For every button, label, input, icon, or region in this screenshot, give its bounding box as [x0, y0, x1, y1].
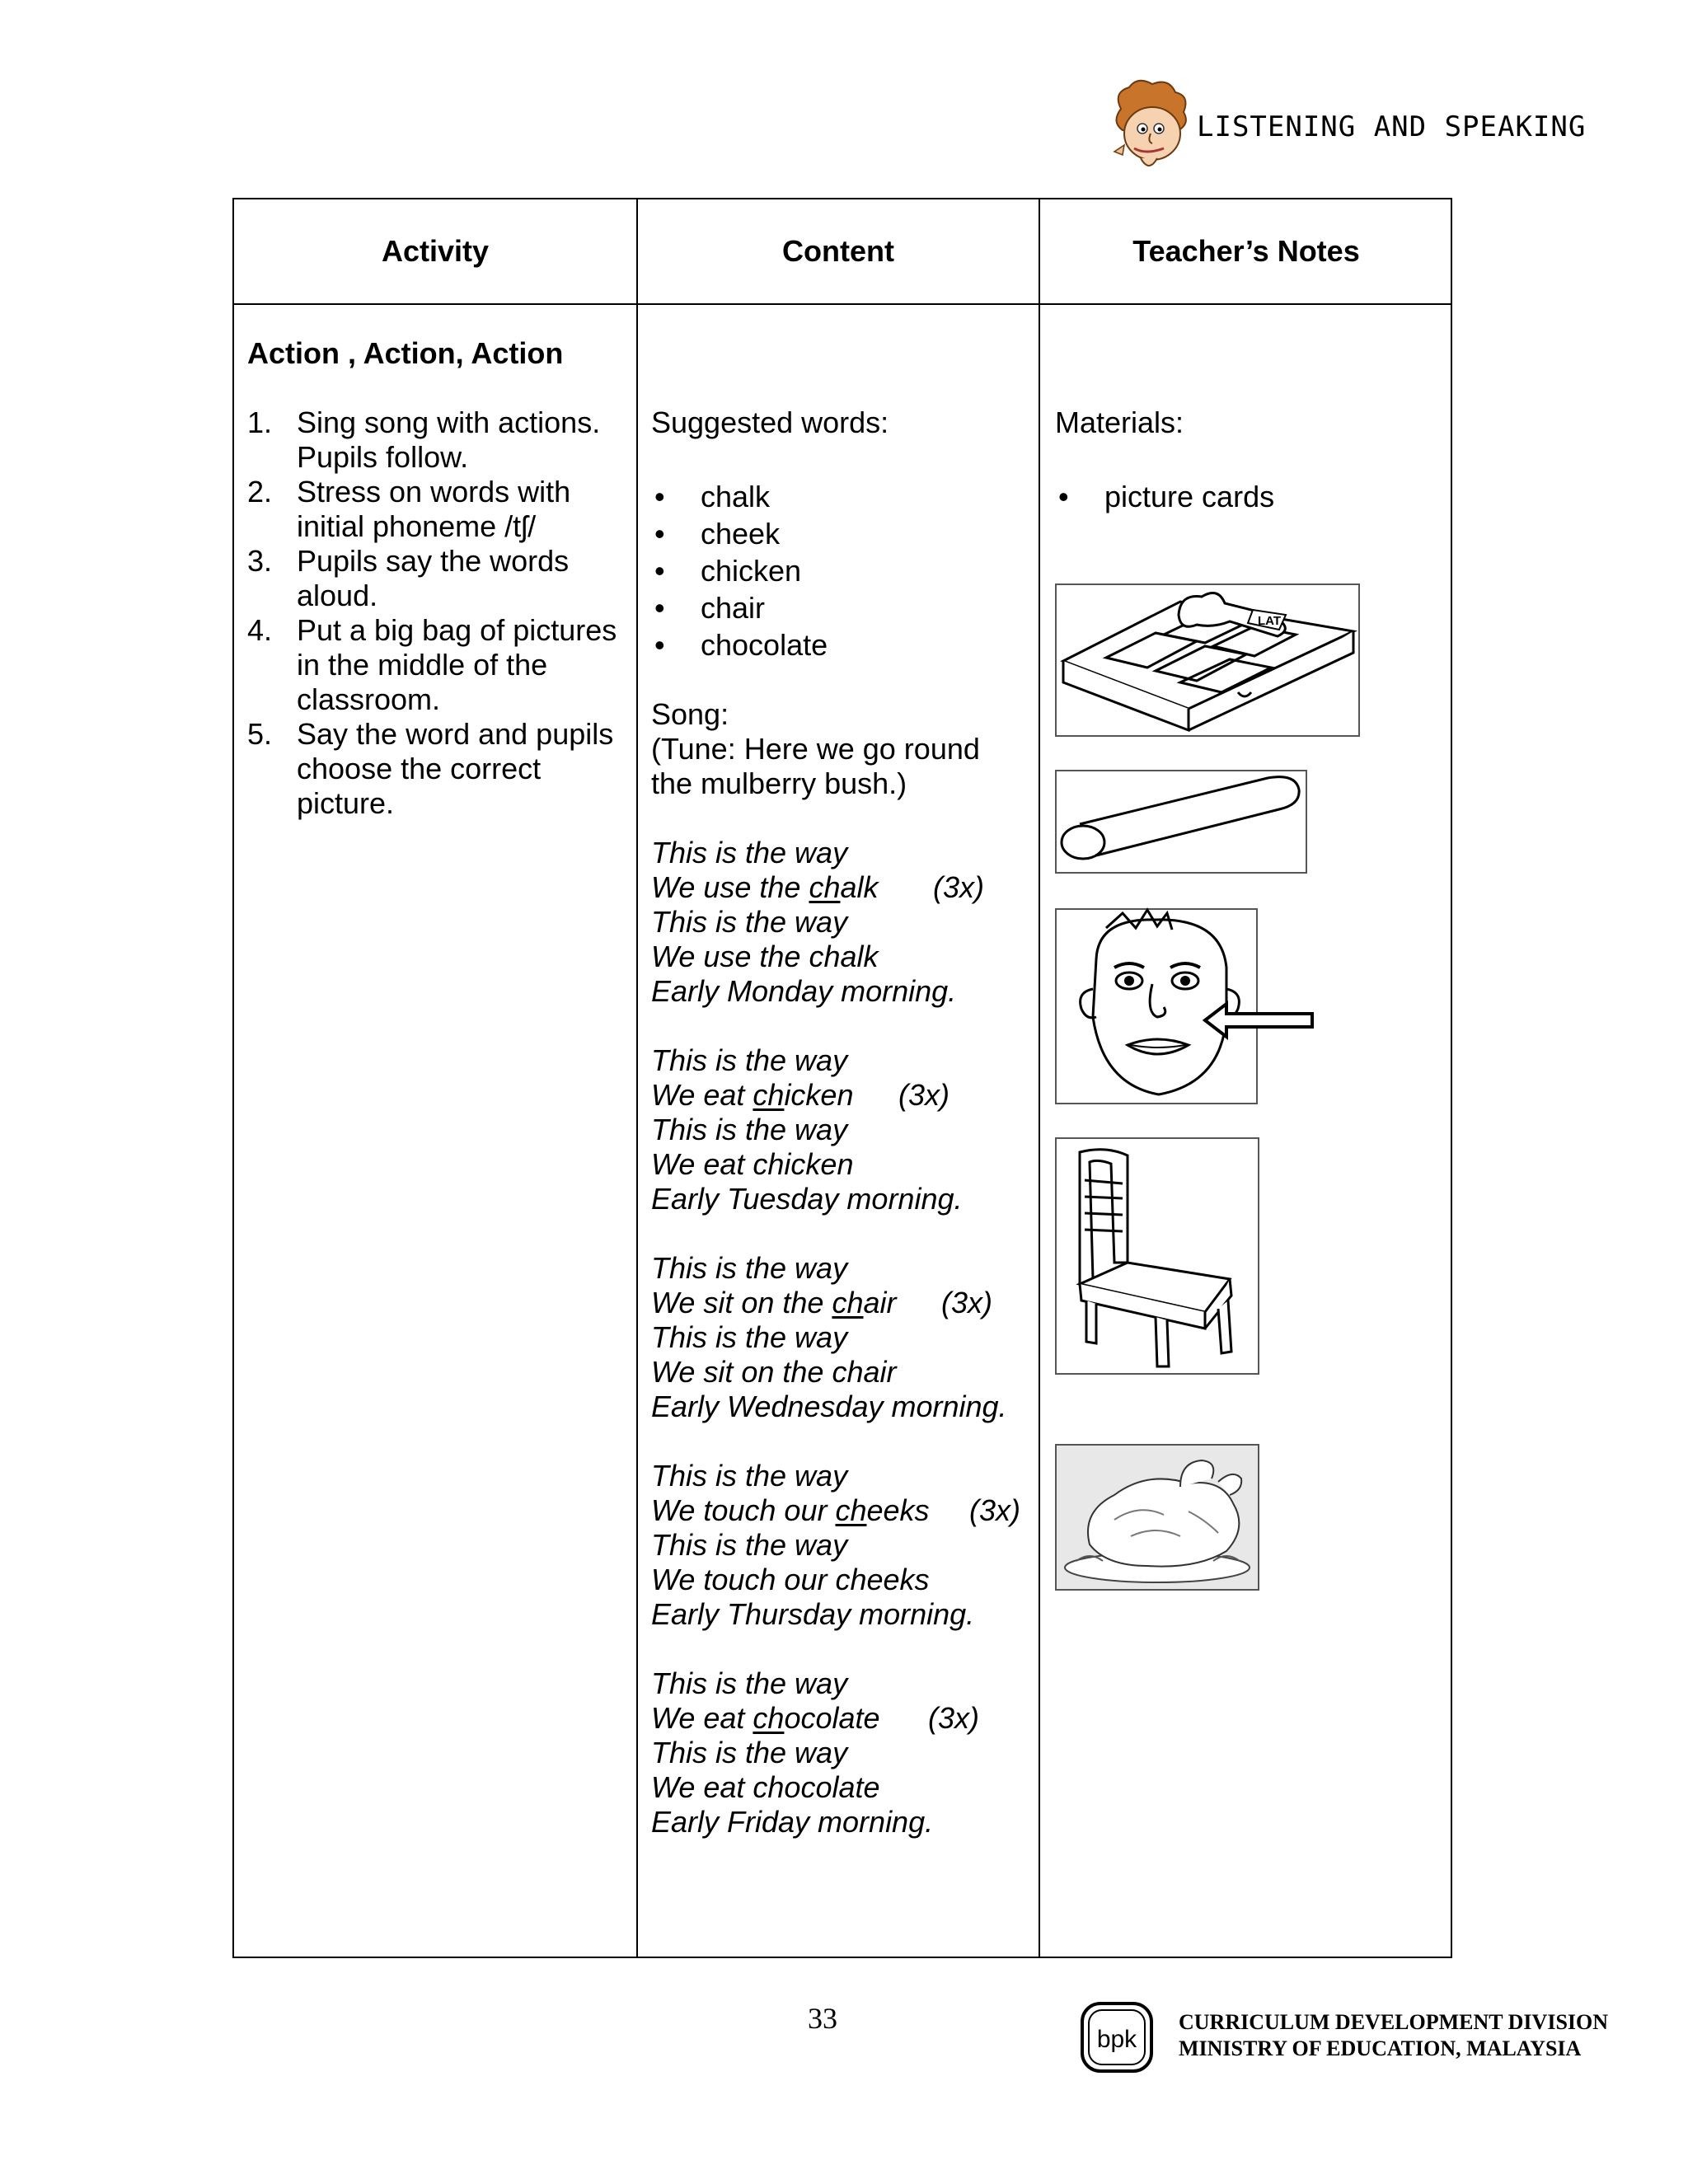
roast-chicken-picture	[1055, 1444, 1259, 1591]
tune-line: the mulberry bush.)	[651, 766, 907, 800]
list-item: 3. Pupils say the words aloud.	[247, 544, 570, 612]
tune-line: (Tune: Here we go round	[651, 732, 980, 766]
cheek-face-picture	[1055, 908, 1258, 1104]
song-label: Song:	[651, 697, 729, 731]
list-item: • picture cards	[1055, 478, 1274, 515]
materials-label: Materials:	[1055, 405, 1184, 439]
chocolate-bar-icon	[1057, 585, 1358, 735]
logo-text: bpk	[1096, 2026, 1137, 2053]
song-verse: This is the way We use the chalk (3x) This is the way We use the chalk Early Monday morning.	[651, 836, 984, 1008]
chocolate-brand: LAT	[1258, 614, 1282, 628]
column-header-teachers-notes: Teacher’s Notes	[1132, 234, 1360, 268]
chalk-picture	[1055, 770, 1307, 874]
roast-chicken-icon	[1057, 1446, 1258, 1589]
materials-list	[1055, 478, 1274, 515]
column-header-content: Content	[782, 234, 894, 268]
list-item: • chair	[651, 589, 828, 626]
song-verse: This is the way We sit on the chair (3x) This is the way We sit on the chair Early Wednesday morning.	[651, 1251, 1007, 1423]
list-item: • cheek	[651, 515, 828, 552]
section-title: LISTENING AND SPEAKING	[1197, 110, 1587, 143]
column-header-activity: Activity	[381, 234, 490, 268]
chalk-icon	[1057, 771, 1306, 872]
boy-mascot-icon	[1104, 76, 1197, 175]
page-header	[1104, 76, 1587, 183]
chair-picture	[1055, 1137, 1259, 1375]
list-item: 4. Put a big bag of pictures in the middle of the classroom.	[247, 613, 617, 716]
organization-name: CURRICULUM DEVELOPMENT DIVISION MINISTRY OF EDUCATION, MALAYSIA	[1179, 2010, 1609, 2060]
list-item: 2. Stress on words with initial phoneme /tʃ/	[247, 475, 571, 543]
list-item: • chocolate	[651, 626, 828, 663]
song-verse: This is the way We touch our cheeks (3x) This is the way We touch our cheeks Early Thursday morning.	[651, 1459, 1020, 1631]
song-lyrics	[651, 836, 1030, 1874]
list-item: 1. Sing song with actions. Pupils follow.	[247, 405, 601, 474]
suggested-words-label: Suggested words:	[651, 405, 889, 439]
bpk-logo-icon	[1080, 2001, 1154, 2074]
pointing-arrow-icon	[1205, 1004, 1312, 1037]
list-item: • chicken	[651, 552, 828, 589]
suggested-words-list	[651, 478, 828, 663]
activity-title: Action , Action, Action	[247, 336, 564, 370]
chair-icon	[1057, 1139, 1258, 1373]
song-verse: This is the way We eat chocolate (3x) This is the way We eat chocolate Early Friday morning.	[651, 1666, 979, 1839]
chocolate-bar-picture	[1055, 583, 1360, 737]
page-number: 33	[808, 2002, 837, 2035]
column-divider	[636, 199, 638, 1957]
song-verse: This is the way We eat chicken (3x) This is the way We eat chicken Early Tuesday morning.	[651, 1043, 963, 1216]
list-item: 5. Say the word and pupils choose the correct picture.	[247, 717, 614, 820]
activity-steps	[247, 405, 635, 821]
face-icon	[1057, 910, 1322, 1103]
header-divider	[234, 303, 1451, 305]
list-item: • chalk	[651, 478, 828, 515]
column-divider	[1039, 199, 1040, 1957]
